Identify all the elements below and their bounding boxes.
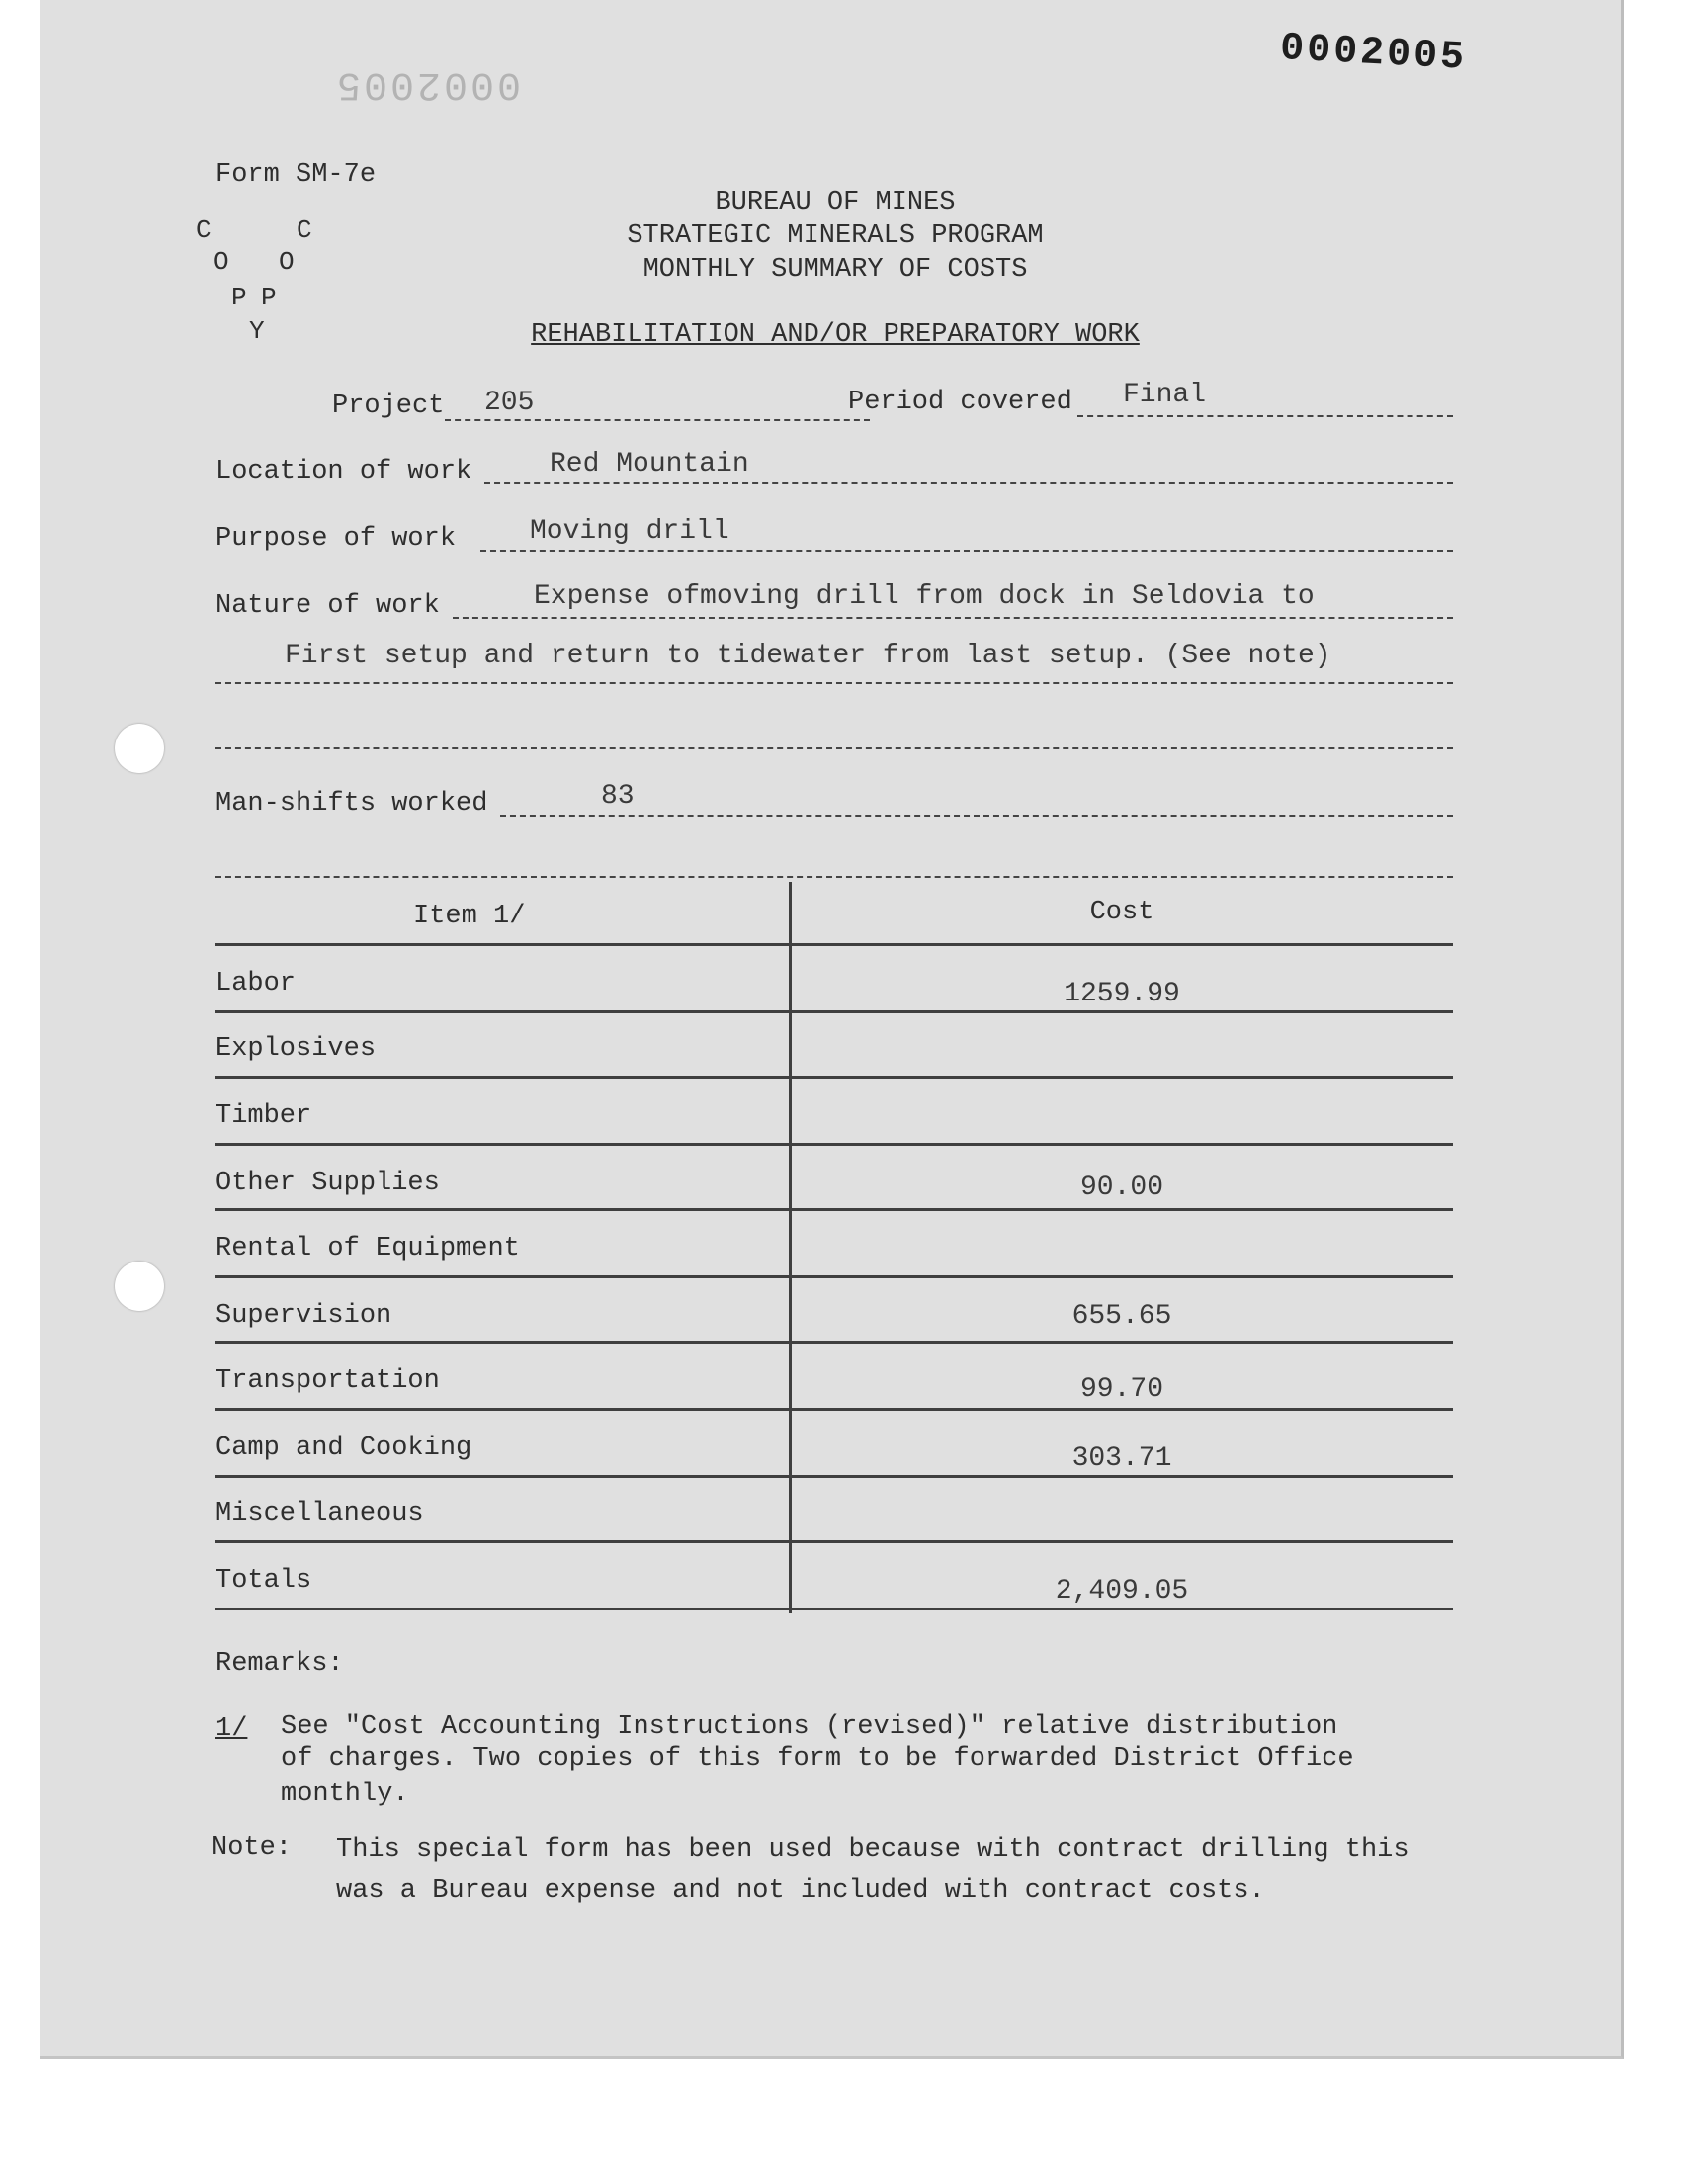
copy-letter: O [279, 247, 295, 277]
copy-letter: Y [249, 316, 265, 346]
purpose-label: Purpose of work [215, 524, 457, 554]
project-label: Project [332, 392, 445, 421]
location-label: Location of work [215, 457, 472, 486]
table-row-item: Miscellaneous [215, 1499, 424, 1528]
table-row-item: Transportation [215, 1366, 440, 1396]
footnote-line-1: See "Cost Accounting Instructions (revised)" relative distribution [281, 1712, 1338, 1742]
note-line-2: was a Bureau expense and not included with contract costs. [336, 1876, 1265, 1906]
period-value: Final [1123, 380, 1207, 410]
table-row-cost: 303.71 [1071, 1443, 1172, 1474]
header-line-3: MONTHLY SUMMARY OF COSTS [642, 255, 1028, 285]
row-rule [215, 1010, 1453, 1013]
location-underline [484, 482, 1453, 484]
nature-value-line-2: First setup and return to tidewater from last setup. (See note) [285, 641, 1331, 671]
table-row-item: Supervision [215, 1301, 392, 1331]
nature-label: Nature of work [215, 591, 440, 621]
table-row-item: Explosives [215, 1034, 377, 1064]
nature-underline-3 [215, 747, 1453, 749]
table-totals-label: Totals [215, 1566, 312, 1596]
period-label: Period covered [848, 388, 1072, 417]
table-row-item: Timber [215, 1101, 312, 1131]
table-row-item: Labor [215, 969, 297, 999]
form-id: Form SM-7e [215, 160, 377, 190]
row-rule [215, 1408, 1453, 1411]
project-value: 205 [484, 388, 535, 418]
row-rule [215, 1208, 1453, 1211]
copy-letter: C [297, 216, 312, 245]
form-subtitle: REHABILITATION AND/OR PREPARATORY WORK [531, 320, 1140, 350]
table-row-item: Other Supplies [215, 1169, 440, 1198]
table-row-cost: 655.65 [1071, 1301, 1172, 1332]
row-rule [215, 1475, 1453, 1478]
footnote-line-3: monthly. [281, 1780, 409, 1809]
nature-value-line-1: Expense ofmoving drill from dock in Seldovia to [534, 581, 1315, 612]
copy-letter: P [261, 283, 277, 312]
note-line-1: This special form has been used because with contract drilling this [336, 1835, 1409, 1865]
purpose-value: Moving drill [530, 516, 729, 547]
remarks-label: Remarks: [215, 1649, 344, 1679]
copy-letter: O [214, 247, 229, 277]
document-page [40, 0, 1624, 2059]
item-column-header: Item 1/ [413, 902, 526, 931]
manshifts-value: 83 [601, 781, 635, 812]
row-rule [215, 1076, 1453, 1079]
punch-hole-top [115, 724, 164, 773]
row-rule [215, 1341, 1453, 1344]
copy-letter: P [231, 283, 247, 312]
table-row-cost: 90.00 [1079, 1173, 1163, 1203]
table-row-item: Rental of Equipment [215, 1234, 520, 1263]
nature-underline-1 [453, 617, 1453, 619]
note-label: Note: [212, 1833, 293, 1863]
punch-hole-bottom [115, 1262, 164, 1311]
header-line-2: STRATEGIC MINERALS PROGRAM [627, 221, 1044, 251]
purpose-underline [480, 550, 1453, 552]
row-rule [215, 1275, 1453, 1278]
manshifts-underline [500, 815, 1453, 817]
row-rule [215, 1540, 1453, 1543]
header-rule [215, 943, 1453, 946]
table-row-item: Camp and Cooking [215, 1434, 472, 1463]
footnote-mark: 1/ [215, 1714, 248, 1744]
table-totals-cost: 2,409.05 [1055, 1576, 1189, 1607]
copy-letter: C [196, 216, 212, 245]
footnote-line-2: of charges. Two copies of this form to be forwarded District Office [281, 1744, 1354, 1774]
manshifts-label: Man-shifts worked [215, 789, 488, 819]
table-row-cost: 1259.99 [1064, 979, 1180, 1009]
header-line-1: BUREAU OF MINES [715, 188, 956, 218]
bleed-through-number: 0002005 [334, 61, 522, 106]
cost-column-header: Cost [1089, 898, 1154, 927]
table-row-cost: 99.70 [1079, 1374, 1163, 1405]
project-underline [445, 419, 870, 421]
table-top-rule [215, 876, 1453, 878]
nature-underline-2 [215, 682, 1453, 684]
table-bottom-rule [215, 1608, 1453, 1610]
location-value: Red Mountain [550, 449, 749, 479]
period-underline [1077, 415, 1453, 417]
row-rule [215, 1143, 1453, 1146]
document-number-stamp: 0002005 [1278, 27, 1469, 81]
